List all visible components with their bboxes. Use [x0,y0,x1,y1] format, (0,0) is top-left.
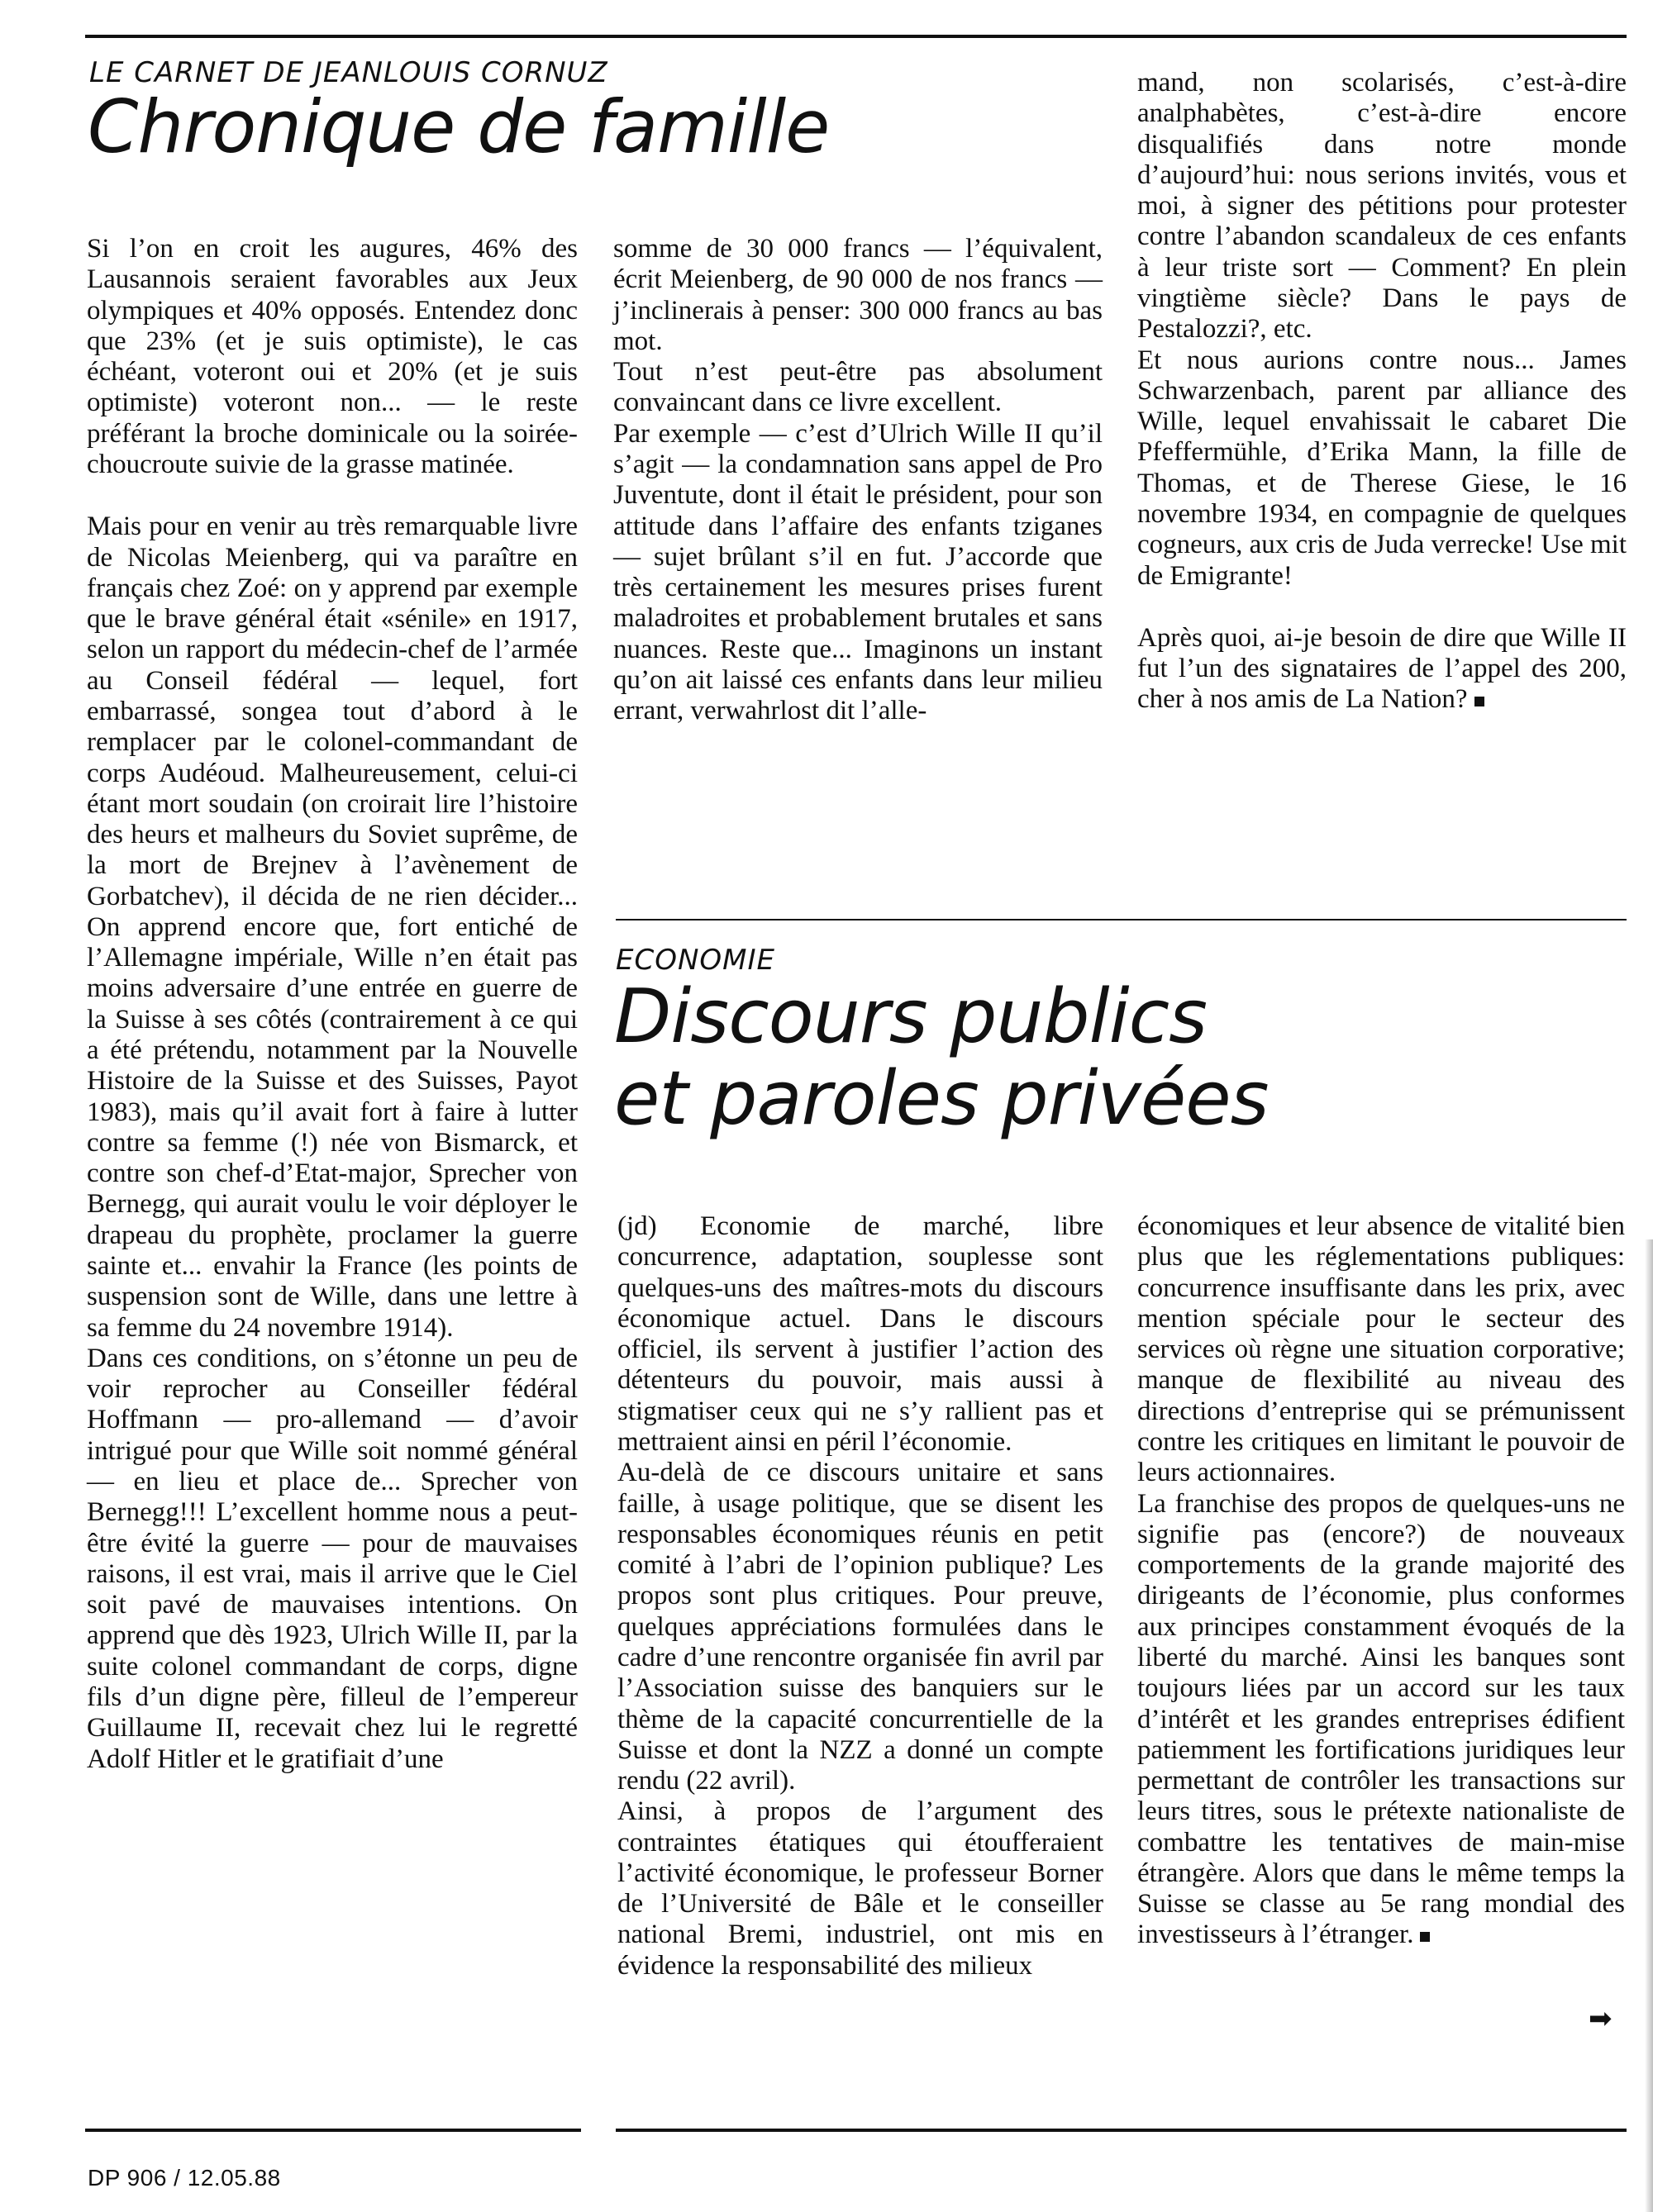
bottom-rule-left [85,2129,581,2132]
issue-footer: DP 906 / 12.05.88 [88,2165,281,2191]
paragraph: Tout n’est peut-être pas absolument convaincant dans ce livre excellent. [613,357,1103,418]
article1-title: Chronique de famille [88,84,830,169]
paragraph: La franchise des propos de quelques-uns ne signifie pas (encore?) de nouveaux comportements de la grande majorité des dirigeants de l’économie, plus conformes aux principes constamment évoqués de la liberté du marché. Ainsi les banques sont toujours liées par un accord sur les taux d’intérêt et les grandes entreprises édifient patiemment les fortifications juridiques leur permettant de contrôler les transactions sur leurs titres, sous le prétexte nationaliste de combattre les tentatives de main-mise étrangère. Alors que dans le même temps la Suisse se classe au 5e rang mondial des investisseurs à l’étranger. [1137,1488,1625,1950]
paragraph: mand, non scolarisés, c’est-à-dire analphabètes, c’est-à-dire encore disqualifiés dans notre monde d’aujourd’hui: nous serions invités, vous et moi, à signer des pétitions pour protester contre l’abandon scandaleux de ces enfants à leur triste sort — Comment? En plein vingtième siècle? Dans le pays de Pestalozzi?, etc. [1137,68,1627,345]
article1-column-2 [613,234,1103,727]
paragraph: économiques et leur absence de vitalité bien plus que les réglementations publiques: concurrence insuffisante dans les prix, avec mention spéciale pour le secteur des services où règne une situation corporative; manque de flexibilité au niveau des directions d’entreprise qui se prémunissent contre les critiques en limitant le pouvoir de leurs actionnaires. [1137,1211,1625,1488]
article2-title-line-2: et paroles privées [614,1055,1269,1142]
paragraph: Si l’on en croit les augures, 46% des Lausannois seraient favorables aux Jeux olympiques et 40% opposés. Entendez donc que 23% (et je suis optimiste), le cas échéant, voteront oui et 20% (et je suis optimiste) voteront non... — le reste préférant la broche dominicale ou la soirée-choucroute suivie de la grasse matinée. [87,234,578,479]
page-edge-shadow [1645,1239,1653,2212]
paragraph: Ainsi, à propos de l’argument des contraintes étatiques qui étoufferaient l’activité économique, le professeur Borner de l’Université de Bâle et le conseiller national Bremi, industriel, ont mis en évidence la responsabilité des milieux [617,1796,1103,1981]
section-rule [616,919,1627,920]
continue-arrow-icon: ➡ [1589,2002,1613,2035]
paragraph: somme de 30 000 francs — l’équivalent, écrit Meienberg, de 90 000 de nos francs — j’inclinerais à penser: 300 000 francs au bas mot. [613,234,1103,356]
end-mark-icon [1420,1932,1430,1942]
paragraph: Par exemple — c’est d’Ulrich Wille II qu’il s’agit — la condamnation sans appel de Pro Juventute, dont il était le président, pour son attitude dans l’affaire des enfants tziganes — sujet brûlant s’il en fut. J’accorde que très certainement les mesures prises furent maladroites et probablement brutales et sans nuances. Reste que... Imaginons un instant qu’on ait laissé ces enfants dans leur milieu errant, verwahrlost dit l’alle- [613,418,1103,726]
end-mark-icon [1474,697,1484,706]
top-rule [85,35,1627,38]
article1-column-3 [1137,68,1627,716]
paragraph: Au-delà de ce discours unitaire et sans faille, à usage politique, que se disent les responsables économiques réunis en petit comité à l’abri de l’opinion publique? Les propos sont plus critiques. Pour preuve, quelques appréciations formulées dans le cadre d’une rencontre organisée fin avril par l’Association suisse des banquiers sur le thème de la capacité concurrentielle de la Suisse et dont la NZZ a donné un compte rendu (22 avril). [617,1458,1103,1796]
article2-column-2 [1137,1211,1625,1951]
article2-kicker: ECONOMIE [616,944,776,977]
article2-title-line-1: Discours publics [614,973,1207,1060]
paragraph: Dans ces conditions, on s’étonne un peu de voir reprocher au Conseiller fédéral Hoffmann — pro-allemand — d’avoir intrigué pour que Wille soit nommé général — en lieu et place de... Sprecher von Bernegg!!! L’excellent homme nous a peut-être évité la guerre — pour de mauvaises raisons, il est vrai, mais il arrive que le Ciel soit pavé de mauvaises intentions. On apprend que dès 1923, Ulrich Wille II, par la suite colonel commandant de corps, digne fils d’un digne père, filleul de l’empereur Guillaume II, recevait chez lui le regretté Adolf Hitler et le gratifiait d’une [87,1343,578,1774]
article2-column-1 [617,1211,1103,1981]
paragraph: (jd) Economie de marché, libre concurrence, adaptation, souplesse sont quelques-uns des maîtres-mots du discours économique actuel. Dans le discours officiel, ils servent à justifier l’action des détenteurs du pouvoir, mais aussi à stigmatiser ceux qui ne s’y rallient pas et mettraient ainsi en péril l’économie. [617,1211,1103,1457]
article1-kicker: LE CARNET DE JEANLOUIS CORNUZ [89,56,608,89]
paragraph: Mais pour en venir au très remarquable livre de Nicolas Meienberg, qui va paraître en français chez Zoé: on y apprend par exemple que le brave général était «sénile» en 1917, selon un rapport du médecin-chef de l’armée au Conseil fédéral — lequel, fort embarrassé, songea tout d’abord à le remplacer par le colonel-commandant de corps Audéoud. Malheureusement, celui-ci étant mort soudain (on croirait lire l’histoire des heurs et malheurs du Soviet suprême, de la mort de Brejnev à l’avènement de Gorbatchev), il décida de ne rien décider... On apprend encore que, fort entiché de l’Allemagne impériale, Wille n’en était pas moins adversaire d’une entrée en guerre de la Suisse à ses côtés (contrairement à ce qui a été prétendu, notamment par la Nouvelle Histoire de la Suisse et des Suisses, Payot 1983), mais qu’il avait fort à faire à lutter contre sa femme (!) née von Bismarck, et contre son chef-d’Etat-major, Sprecher von Bernegg, qui aurait voulu le voir déployer le drapeau du prophète, proclamer la guerre sainte et... envahir la France (les points de suspension sont de Wille, dans une lettre à sa femme du 24 novembre 1914). [87,511,578,1343]
paragraph: Et nous aurions contre nous... James Schwarzenbach, parent par alliance des Wille, lequel envahissait le cabaret Die Pfeffermühle, d’Erika Mann, la fille de Thomas, et de Therese Giese, le 16 novembre 1934, en compagnie de quelques cogneurs, aux cris de Juda verrecke! Use mit de Emigrante! [1137,345,1627,591]
article1-column-1 [87,234,578,1775]
bottom-rule-right [616,2129,1627,2132]
paragraph: Après quoi, ai-je besoin de dire que Wille II fut l’un des signataires de l’appel des 200, cher à nos amis de La Nation? [1137,622,1627,715]
